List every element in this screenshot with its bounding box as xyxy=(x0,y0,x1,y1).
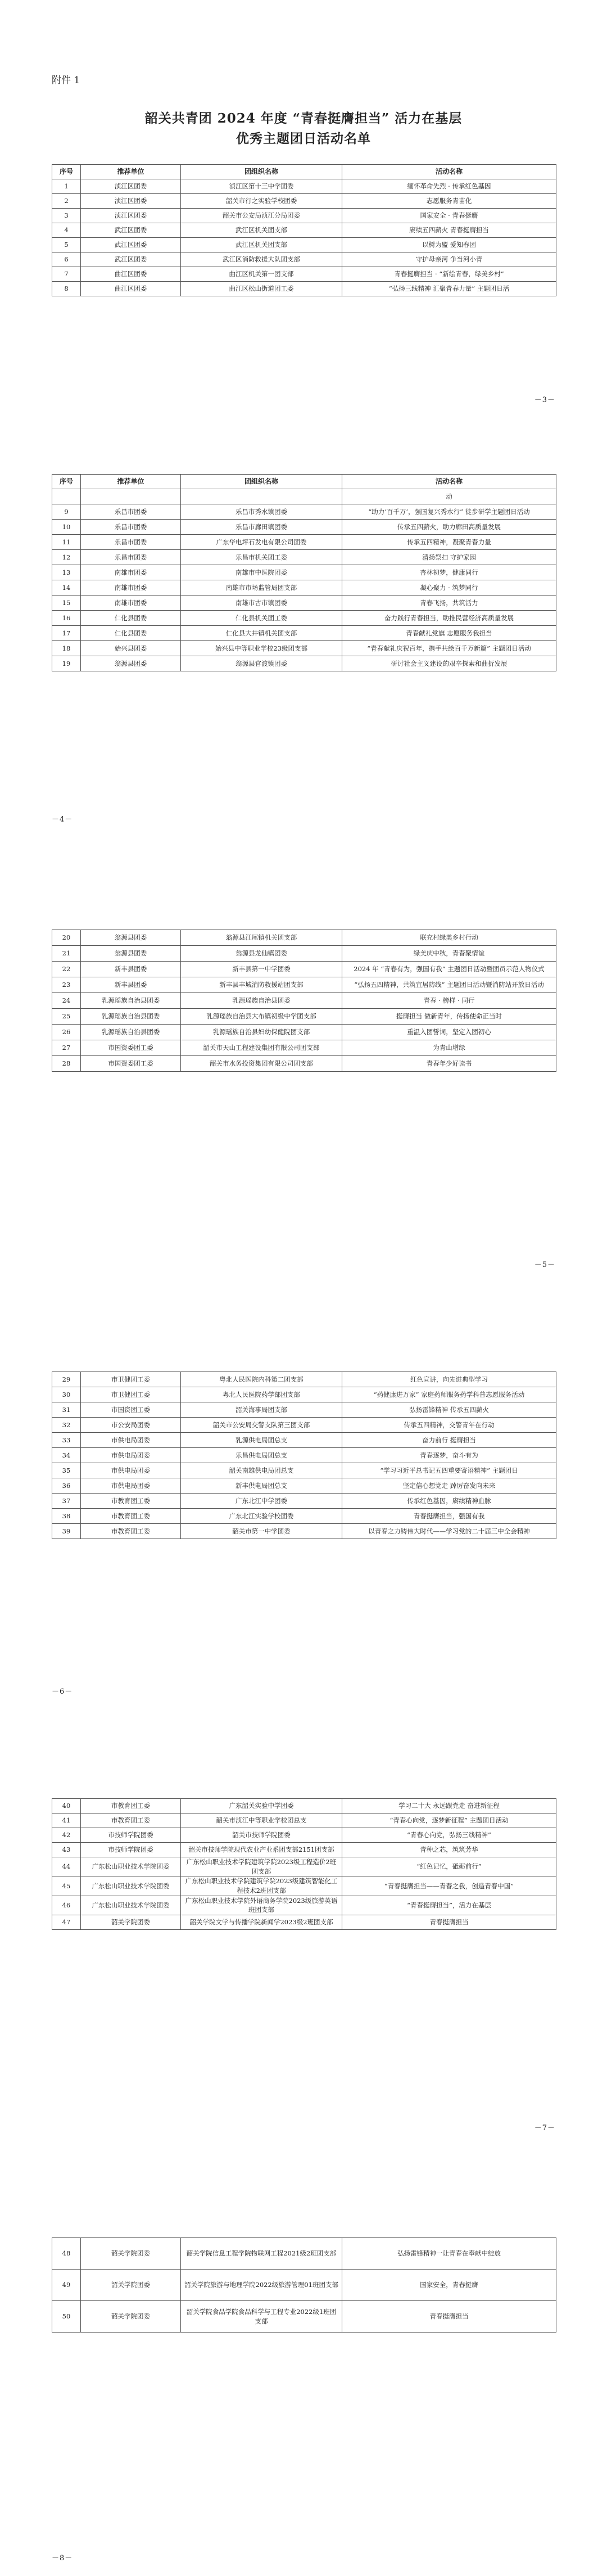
organization-name: 乐昌市秀水镇团委 xyxy=(181,504,342,520)
organization-name: 新丰县丰城消防救援站团支部 xyxy=(181,977,342,993)
organization-name: 乐昌市廊田镇团委 xyxy=(181,520,342,535)
recommending-unit: 始兴县团委 xyxy=(81,641,181,656)
page-number: －8－ xyxy=(52,2554,73,2563)
table-row xyxy=(52,252,556,267)
table-row xyxy=(52,1372,556,1387)
document-subtitle: 优秀主题团日活动名单 xyxy=(236,131,371,146)
table-row xyxy=(52,238,556,252)
organization-name: 新丰县第一中学团委 xyxy=(181,962,342,977)
row-number: 47 xyxy=(52,1915,81,1930)
table-row xyxy=(52,1828,556,1843)
organization-name: 乳源瑶族自治县妇幼保健院团支部 xyxy=(181,1025,342,1040)
organization-name: 仁化县大井镇机关团支部 xyxy=(181,626,342,641)
organization-name: 翁源县官渡镇团委 xyxy=(181,656,342,671)
page-number: －3－ xyxy=(534,396,555,404)
row-number: 1 xyxy=(52,179,81,194)
recommending-unit: 市供电局团委 xyxy=(81,1448,181,1463)
organization-name: 粤北人民医院内科第二团支部 xyxy=(181,1372,342,1387)
table-row xyxy=(52,962,556,977)
row-number: 33 xyxy=(52,1433,81,1448)
activity-name: “青春挺膺担当”，活力在基层 xyxy=(342,1896,556,1915)
recommending-unit: 乐昌市团委 xyxy=(81,550,181,565)
page-number: －7－ xyxy=(534,2124,555,2132)
recommending-unit: 武江区团委 xyxy=(81,252,181,267)
recommending-unit: 武江区团委 xyxy=(81,238,181,252)
row-number: 32 xyxy=(52,1418,81,1433)
table-row xyxy=(52,1813,556,1828)
row-number: 14 xyxy=(52,580,81,595)
row-number: 2 xyxy=(52,194,81,209)
table-row xyxy=(52,565,556,580)
organization-name: 翁源县江尾镇机关团支部 xyxy=(181,930,342,946)
activity-name: 青春挺膺担当 · “新绘青春，绿美乡村” xyxy=(342,267,556,282)
recommending-unit: 市教育团工委 xyxy=(81,1494,181,1509)
row-number: 31 xyxy=(52,1402,81,1418)
organization-name: 韶关市技师学院团委 xyxy=(181,1828,342,1843)
row-number: 36 xyxy=(52,1478,81,1494)
header-activity: 活动名称 xyxy=(342,165,556,179)
activity-name: 传承五四精神，凝聚青春力量 xyxy=(342,535,556,550)
recommending-unit: 韶关学院团委 xyxy=(81,1915,181,1930)
table-row xyxy=(52,1418,556,1433)
row-number: 8 xyxy=(52,282,81,296)
activity-name: “弘扬三线精神 汇聚青春力量” 主题团日活 xyxy=(342,282,556,296)
activity-name: 2024 年 “青春有为，强国有我” 主题团日活动暨团员示范人物仪式 xyxy=(342,962,556,977)
activity-name: “青春挺膺担当——青春之我，创造青春中国” xyxy=(342,1876,556,1896)
table-row xyxy=(52,550,556,565)
recommending-unit: 乳源瑶族自治县团委 xyxy=(81,1009,181,1025)
row-number: 22 xyxy=(52,962,81,977)
organization-name: 韶关市公安局交警支队第三团支部 xyxy=(181,1418,342,1433)
activity-name: 联充村绿美乡村行动 xyxy=(342,930,556,946)
table-row xyxy=(52,535,556,550)
organization-name: 曲江区机关第一团支部 xyxy=(181,267,342,282)
row-number: 12 xyxy=(52,550,81,565)
table-row xyxy=(52,946,556,962)
organization-name: 广东韶关实验中学团委 xyxy=(181,1799,342,1813)
organization-name: 武江区消防救援大队团支部 xyxy=(181,252,342,267)
organization-name: 乳源瑶族自治县大布镇初级中学团支部 xyxy=(181,1009,342,1025)
row-number: 44 xyxy=(52,1857,81,1876)
table-row xyxy=(52,580,556,595)
recommending-unit: 市教育团工委 xyxy=(81,1799,181,1813)
organization-name: 乐昌市机关团工委 xyxy=(181,550,342,565)
row-number: 7 xyxy=(52,267,81,282)
row-number: 48 xyxy=(52,2238,81,2270)
activity-name: 重温入团誓词，坚定入团初心 xyxy=(342,1025,556,1040)
recommending-unit: 乳源瑶族自治县团委 xyxy=(81,993,181,1009)
award-table-page5 xyxy=(52,1798,556,1930)
activity-name: 青春年少好读书 xyxy=(342,1056,556,1072)
award-table-page3 xyxy=(52,930,556,1072)
recommending-unit: 仁化县团委 xyxy=(81,611,181,626)
table-row xyxy=(52,1387,556,1402)
row-number: 19 xyxy=(52,656,81,671)
activity-name: 奋力前行 挺膺担当 xyxy=(342,1433,556,1448)
row-number: 37 xyxy=(52,1494,81,1509)
recommending-unit: 市技师学院团委 xyxy=(81,1843,181,1857)
organization-name: 韶关市浈江中等职业学校团总支 xyxy=(181,1813,342,1828)
table-row xyxy=(52,1009,556,1025)
table-row xyxy=(52,1463,556,1478)
page-number: －6－ xyxy=(52,1688,73,1696)
row-number: 9 xyxy=(52,504,81,520)
row-number: 25 xyxy=(52,1009,81,1025)
recommending-unit: 南雄市团委 xyxy=(81,565,181,580)
table-row xyxy=(52,1433,556,1448)
activity-name: 青春挺膺担当 xyxy=(342,1915,556,1930)
organization-name: 乳源供电局团总支 xyxy=(181,1433,342,1448)
header-no: 序号 xyxy=(52,475,81,489)
organization-name: 广东松山职业技术学院建筑学院2023级工程造价2班团支部 xyxy=(181,1857,342,1876)
activity-name: 红色宣讲，向先进典型学习 xyxy=(342,1372,556,1387)
organization-name: 翁源县龙仙镇团委 xyxy=(181,946,342,962)
activity-name: 清扬祭扫 守护家园 xyxy=(342,550,556,565)
recommending-unit: 新丰县团委 xyxy=(81,962,181,977)
continued-cell: 动 xyxy=(342,489,556,504)
row-number: 34 xyxy=(52,1448,81,1463)
header-unit: 推荐单位 xyxy=(81,475,181,489)
row-number: 38 xyxy=(52,1509,81,1524)
row-number: 6 xyxy=(52,252,81,267)
table-row xyxy=(52,1056,556,1072)
table-row xyxy=(52,282,556,296)
row-number: 45 xyxy=(52,1876,81,1896)
activity-name: 青春逐梦，奋斗有为 xyxy=(342,1448,556,1463)
activity-name: 青种之芯，筑筑芳华 xyxy=(342,1843,556,1857)
organization-name: 广东北江中学团委 xyxy=(181,1494,342,1509)
table-row xyxy=(52,595,556,611)
recommending-unit: 市公安局团委 xyxy=(81,1418,181,1433)
row-number: 3 xyxy=(52,209,81,223)
activity-name: 传承五四薪火，助力廊田高质量发展 xyxy=(342,520,556,535)
recommending-unit: 翁源县团委 xyxy=(81,930,181,946)
table-row xyxy=(52,2301,556,2333)
organization-name: 韶关海事局团支部 xyxy=(181,1402,342,1418)
activity-name: 弘扬雷锋精神 传承五四薪火 xyxy=(342,1402,556,1418)
organization-name: 武江区机关团支部 xyxy=(181,223,342,238)
header-unit: 推荐单位 xyxy=(81,165,181,179)
table-row xyxy=(52,1494,556,1509)
table-row xyxy=(52,1876,556,1896)
recommending-unit: 市卫健团工委 xyxy=(81,1387,181,1402)
recommending-unit: 市供电局团委 xyxy=(81,1478,181,1494)
organization-name: 韶关学院旅游与地理学院2022级旅游管理01班团支部 xyxy=(181,2270,342,2301)
award-table-page6 xyxy=(52,2237,556,2333)
activity-name: 坚定信心想党走 踔厉奋发向未来 xyxy=(342,1478,556,1494)
row-number: 40 xyxy=(52,1799,81,1813)
row-number: 11 xyxy=(52,535,81,550)
table-row xyxy=(52,1402,556,1418)
table-row xyxy=(52,1896,556,1915)
organization-name: 广东松山职业技术学院建筑学院2023级建筑智能化工程技术2班团支部 xyxy=(181,1876,342,1896)
recommending-unit: 浈江区团委 xyxy=(81,179,181,194)
activity-name: “青春心向党，逐梦新征程” 主题团日活动 xyxy=(342,1813,556,1828)
recommending-unit: 乐昌市团委 xyxy=(81,535,181,550)
organization-name: 仁化县机关团工委 xyxy=(181,611,342,626)
attachment-label: 附件 1 xyxy=(52,75,80,86)
row-number: 46 xyxy=(52,1896,81,1915)
row-number: 39 xyxy=(52,1524,81,1539)
organization-name: 新丰供电局团总支 xyxy=(181,1478,342,1494)
recommending-unit: 浈江区团委 xyxy=(81,209,181,223)
organization-name: 南雄市中医院团委 xyxy=(181,565,342,580)
award-table-page4 xyxy=(52,1372,556,1539)
table-row xyxy=(52,1509,556,1524)
table-row xyxy=(52,1448,556,1463)
organization-name: 广东松山职业技术学院外语商务学院2023级旅游英语班团支部 xyxy=(181,1896,342,1915)
recommending-unit: 韶关学院团委 xyxy=(81,2238,181,2270)
row-number: 17 xyxy=(52,626,81,641)
activity-name: 守护母亲河 争当河小青 xyxy=(342,252,556,267)
document-title: 韶关共青团 2024 年度 “青春挺膺担当” 活力在基层 xyxy=(144,111,463,126)
organization-name: 韶关市第一中学团委 xyxy=(181,1524,342,1539)
organization-name: 武江区机关团支部 xyxy=(181,238,342,252)
row-number: 27 xyxy=(52,1040,81,1056)
recommending-unit: 南雄市团委 xyxy=(81,595,181,611)
recommending-unit: 市国资团工委 xyxy=(81,1402,181,1418)
organization-name: 韶关学院食品学院食品科学与工程专业2022级1班团支部 xyxy=(181,2301,342,2333)
row-number: 42 xyxy=(52,1828,81,1843)
recommending-unit: 乐昌市团委 xyxy=(81,504,181,520)
table-row xyxy=(52,267,556,282)
organization-name: 韶关市行之实验学校团委 xyxy=(181,194,342,209)
recommending-unit: 韶关学院团委 xyxy=(81,2270,181,2301)
header-org: 团组织名称 xyxy=(181,475,342,489)
organization-name: 韶关学院文学与传播学院新闻学2023级2班团支部 xyxy=(181,1915,342,1930)
recommending-unit: 仁化县团委 xyxy=(81,626,181,641)
table-row xyxy=(52,1857,556,1876)
recommending-unit: 浈江区团委 xyxy=(81,194,181,209)
row-number: 28 xyxy=(52,1056,81,1072)
award-table-page2 xyxy=(52,474,556,671)
activity-name: 传承红色基因，赓续精神血脉 xyxy=(342,1494,556,1509)
activity-name: 国家安全，青春挺膺 xyxy=(342,2270,556,2301)
activity-name: “红色记忆，砥砺前行” xyxy=(342,1857,556,1876)
recommending-unit: 武江区团委 xyxy=(81,223,181,238)
table-row xyxy=(52,1799,556,1813)
recommending-unit: 市供电局团委 xyxy=(81,1433,181,1448)
table-row xyxy=(52,209,556,223)
recommending-unit: 市国资委团工委 xyxy=(81,1056,181,1072)
recommending-unit: 广东松山职业技术学院团委 xyxy=(81,1876,181,1896)
activity-name: “助力‘百千万’，强国复兴秀水行” 徒步研学主题团日活动 xyxy=(342,504,556,520)
activity-name: 青春献礼党旗 志愿服务我担当 xyxy=(342,626,556,641)
row-number: 18 xyxy=(52,641,81,656)
row-number: 21 xyxy=(52,946,81,962)
activity-name: 研讨社会主义建设的艰辛探索和曲折发展 xyxy=(342,656,556,671)
row-number: 13 xyxy=(52,565,81,580)
row-number: 16 xyxy=(52,611,81,626)
recommending-unit: 韶关学院团委 xyxy=(81,2301,181,2333)
organization-name: 韶关市公安局浈江分局团委 xyxy=(181,209,342,223)
row-number: 5 xyxy=(52,238,81,252)
activity-name: 传承五四精神，交警青年在行动 xyxy=(342,1418,556,1433)
organization-name: 乐昌供电局团总支 xyxy=(181,1448,342,1463)
activity-name: 青春飞扬，共筑活力 xyxy=(342,595,556,611)
activity-name: 弘扬雷锋精神一让青春在奉献中绽放 xyxy=(342,2238,556,2270)
row-number: 43 xyxy=(52,1843,81,1857)
table-row xyxy=(52,1843,556,1857)
row-number: 29 xyxy=(52,1372,81,1387)
page-number: －4－ xyxy=(52,815,73,824)
activity-name: 缅怀革命先烈 · 传承红色基因 xyxy=(342,179,556,194)
recommending-unit: 曲江区团委 xyxy=(81,282,181,296)
activity-name: “弘扬五四精神，共筑宜居防线” 主题团日活动暨消防站开放日活动 xyxy=(342,977,556,993)
organization-name: 韶关南雄供电局团总支 xyxy=(181,1463,342,1478)
table-row xyxy=(52,1040,556,1056)
header-activity: 活动名称 xyxy=(342,475,556,489)
page-number: －5－ xyxy=(534,1261,555,1269)
organization-name: 始兴县中等职业学校23级团支部 xyxy=(181,641,342,656)
activity-name: 挺膺担当 做新青年，传扬使命正当时 xyxy=(342,1009,556,1025)
table-row xyxy=(52,504,556,520)
activity-name: 凝心聚力 · 筑梦同行 xyxy=(342,580,556,595)
table-row xyxy=(52,656,556,671)
recommending-unit: 市卫健团工委 xyxy=(81,1372,181,1387)
activity-name: 以青春之力铸伟大时代——学习党的二十届三中全会精神 xyxy=(342,1524,556,1539)
row-number: 4 xyxy=(52,223,81,238)
award-table-page1 xyxy=(52,164,556,296)
activity-name: 奋力践行青春担当，助推民营经济高质量发展 xyxy=(342,611,556,626)
table-row xyxy=(52,2238,556,2270)
row-number: 35 xyxy=(52,1463,81,1478)
organization-name: 广东北江实验学校团委 xyxy=(181,1509,342,1524)
activity-name: 赓续五四薪火 青春挺膺担当 xyxy=(342,223,556,238)
table-row xyxy=(52,977,556,993)
activity-name: 青春挺膺担当，强国有我 xyxy=(342,1509,556,1524)
activity-name: 青春挺膺担当 xyxy=(342,2301,556,2333)
row-number: 23 xyxy=(52,977,81,993)
row-number: 30 xyxy=(52,1387,81,1402)
activity-name: “青春献礼庆祝百年，携手共绘百千万新篇” 主题团日活动 xyxy=(342,641,556,656)
header-org: 团组织名称 xyxy=(181,165,342,179)
recommending-unit: 乐昌市团委 xyxy=(81,520,181,535)
activity-name: “青春心向党，弘扬三线精神” xyxy=(342,1828,556,1843)
organization-name: 南雄市古市镇团委 xyxy=(181,595,342,611)
recommending-unit: 翁源县团委 xyxy=(81,946,181,962)
table-row xyxy=(52,520,556,535)
row-number: 41 xyxy=(52,1813,81,1828)
organization-name: 韶关市技师学院现代农业产业系团支部2151团支部 xyxy=(181,1843,342,1857)
organization-name: 乳源瑶族自治县团委 xyxy=(181,993,342,1009)
activity-name: “学习习近平总书记五四重要寄语精神” 主题团日 xyxy=(342,1463,556,1478)
recommending-unit: 广东松山职业技术学院团委 xyxy=(81,1896,181,1915)
recommending-unit: 市技师学院团委 xyxy=(81,1828,181,1843)
table-row xyxy=(52,223,556,238)
activity-name: 学习二十大 永远跟党走 奋进新征程 xyxy=(342,1799,556,1813)
table-row xyxy=(52,2270,556,2301)
recommending-unit: 新丰县团委 xyxy=(81,977,181,993)
table-row xyxy=(52,626,556,641)
activity-name: 绿美庆中秋，青春聚情谊 xyxy=(342,946,556,962)
recommending-unit: 乳源瑶族自治县团委 xyxy=(81,1025,181,1040)
header-no: 序号 xyxy=(52,165,81,179)
row-number: 24 xyxy=(52,993,81,1009)
row-number: 15 xyxy=(52,595,81,611)
recommending-unit: 市教育团工委 xyxy=(81,1813,181,1828)
organization-name: 韶关市天山工程建设集团有限公司团支部 xyxy=(181,1040,342,1056)
activity-name: 青春 · 榜样 · 同行 xyxy=(342,993,556,1009)
table-row xyxy=(52,1478,556,1494)
recommending-unit: 市教育团工委 xyxy=(81,1509,181,1524)
organization-name: 韶关学院信息工程学院物联网工程2021级2班团支部 xyxy=(181,2238,342,2270)
row-number: 49 xyxy=(52,2270,81,2301)
recommending-unit: 曲江区团委 xyxy=(81,267,181,282)
table-row xyxy=(52,611,556,626)
row-number: 10 xyxy=(52,520,81,535)
activity-name: 以树为盟 爱知春团 xyxy=(342,238,556,252)
table-row xyxy=(52,194,556,209)
table-row xyxy=(52,930,556,946)
table-row xyxy=(52,1524,556,1539)
table-row xyxy=(52,1025,556,1040)
activity-name: “药健康进万家” 家庭药师服务药学科普志愿服务活动 xyxy=(342,1387,556,1402)
table-row xyxy=(52,179,556,194)
recommending-unit: 翁源县团委 xyxy=(81,656,181,671)
recommending-unit: 市供电局团委 xyxy=(81,1463,181,1478)
activity-name: 国家安全 · 青春挺膺 xyxy=(342,209,556,223)
activity-name: 为青山增绿 xyxy=(342,1040,556,1056)
row-number: 20 xyxy=(52,930,81,946)
organization-name: 广东华电坪石发电有限公司团委 xyxy=(181,535,342,550)
table-row xyxy=(52,641,556,656)
organization-name: 粤北人民医院药学部团支部 xyxy=(181,1387,342,1402)
table-row xyxy=(52,489,556,504)
organization-name: 曲江区松山街道团工委 xyxy=(181,282,342,296)
table-row xyxy=(52,1915,556,1930)
recommending-unit: 广东松山职业技术学院团委 xyxy=(81,1857,181,1876)
row-number: 26 xyxy=(52,1025,81,1040)
activity-name: 杏林初梦，健康同行 xyxy=(342,565,556,580)
activity-name: 志愿服务青苗化 xyxy=(342,194,556,209)
recommending-unit: 市国资委团工委 xyxy=(81,1040,181,1056)
organization-name: 浈江区第十三中学团委 xyxy=(181,179,342,194)
recommending-unit: 市教育团工委 xyxy=(81,1524,181,1539)
table-row xyxy=(52,993,556,1009)
organization-name: 南雄市市场监管局团支部 xyxy=(181,580,342,595)
organization-name: 韶关市水务投资集团有限公司团支部 xyxy=(181,1056,342,1072)
row-number: 50 xyxy=(52,2301,81,2333)
recommending-unit: 南雄市团委 xyxy=(81,580,181,595)
